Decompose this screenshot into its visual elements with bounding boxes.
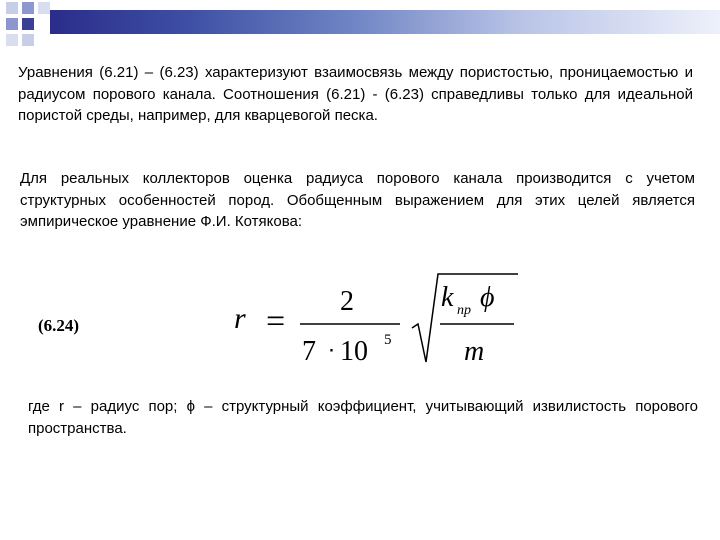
- decor-square: [6, 34, 18, 46]
- decor-square: [6, 18, 18, 30]
- decor-square: [22, 2, 34, 14]
- formula-radicand-k: k: [441, 282, 454, 313]
- paragraph-intro: Уравнения (6.21) – (6.23) характеризуют взаимосвязь между пористостью, проницаемостью и радиусом порового канала. Соотношения (6.21) - (6.23) справедливы только для идеальной пористой среды, например, для кварцевогой песка.: [18, 64, 693, 124]
- paragraph-real-collectors: Для реальных коллекторов оценка радиуса порового канала производится с учетом структурных особенностей пород. Обобщенным выражением для этих целей является эмпирическое уравнение Ф.И. Котякова:: [20, 170, 695, 230]
- formula-dot: ⋅: [328, 338, 335, 363]
- formula-denominator-base: 10: [340, 336, 368, 367]
- formula-numerator: 2: [340, 286, 354, 317]
- decor-square: [22, 18, 34, 30]
- equation-number: (6.24): [38, 316, 80, 335]
- formula-r: r: [234, 302, 246, 335]
- decor-square: [22, 34, 34, 46]
- header-gradient-bar: [50, 10, 720, 34]
- formula-radicand-subscript: пр: [457, 303, 471, 318]
- formula-radicand-phi: ϕ: [480, 282, 495, 313]
- paragraph-definitions: где r – радиус пор; ϕ – структурный коэффициент, учитывающий извилистость порового пространства.: [28, 398, 698, 437]
- decorative-header-band: [0, 0, 720, 48]
- decor-square: [38, 2, 50, 14]
- formula-denominator-coef: 7: [302, 336, 316, 367]
- decor-square: [6, 2, 18, 14]
- formula-equals: =: [266, 303, 286, 340]
- kotyakov-formula: [228, 268, 528, 378]
- formula-denominator-exponent: 5: [384, 332, 392, 348]
- formula-radicand-m: m: [464, 336, 485, 367]
